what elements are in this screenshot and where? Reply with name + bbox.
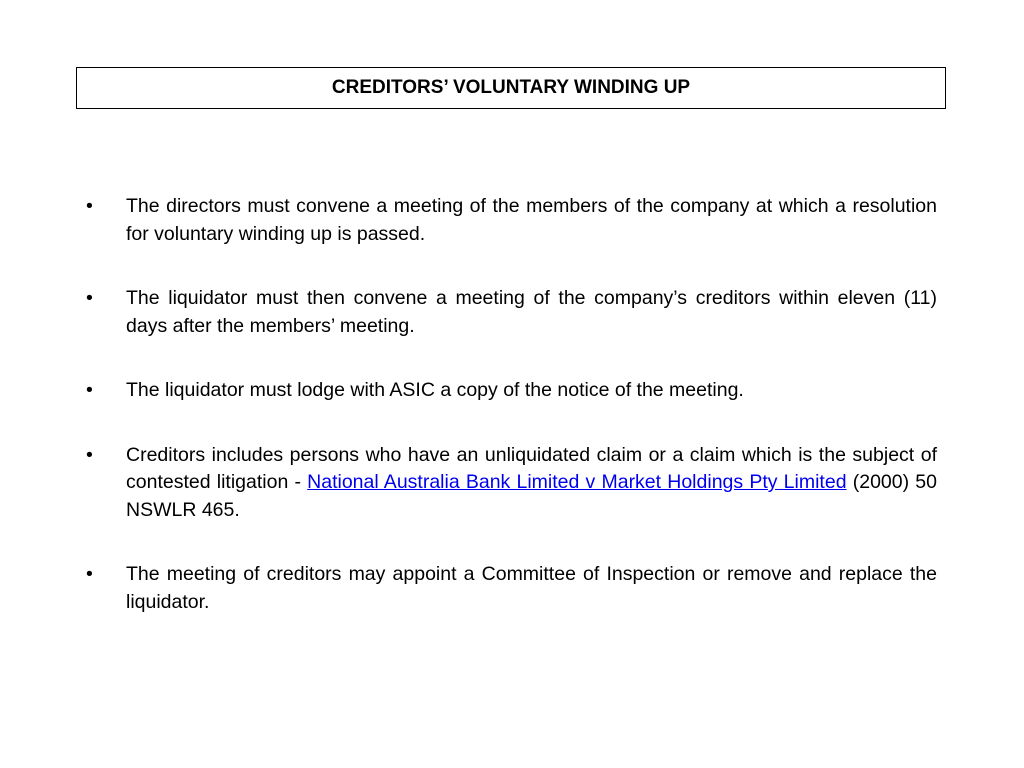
slide-title: CREDITORS’ VOLUNTARY WINDING UP: [331, 77, 691, 98]
case-citation-link[interactable]: National Australia Bank Limited v Market Holdings Pty Limited: [307, 471, 847, 493]
bullet-item: [84, 285, 937, 340]
bullet-item: [84, 442, 937, 525]
bullet-list: [84, 193, 937, 653]
bullet-text: The liquidator must lodge with ASIC a copy of the notice of the meeting.: [126, 379, 744, 401]
bullet-text: The directors must convene a meeting of the members of the company at which a resolution for voluntary winding up is passed.: [126, 195, 937, 245]
bullet-icon: •: [86, 379, 93, 401]
bullet-item: [84, 377, 937, 405]
bullet-item: [84, 193, 937, 248]
bullet-item: [84, 561, 937, 616]
bullet-icon: •: [86, 287, 93, 309]
bullet-text-after-link: (2000) 50 NSWLR 465.: [126, 471, 937, 521]
bullet-text-before-link: Creditors includes persons who have an unliquidated claim or a claim which is the subject of contested litigation -: [126, 443, 937, 493]
bullet-icon: •: [86, 443, 93, 466]
bullet-icon: •: [86, 563, 93, 585]
title-box: [76, 67, 946, 109]
bullet-text: The meeting of creditors may appoint a Committee of Inspection or remove and replace the liquidator.: [126, 563, 937, 613]
bullet-icon: •: [86, 195, 93, 217]
bullet-text: The liquidator must then convene a meeting of the company’s creditors within eleven (11) days after the members’ meeting.: [126, 287, 937, 337]
